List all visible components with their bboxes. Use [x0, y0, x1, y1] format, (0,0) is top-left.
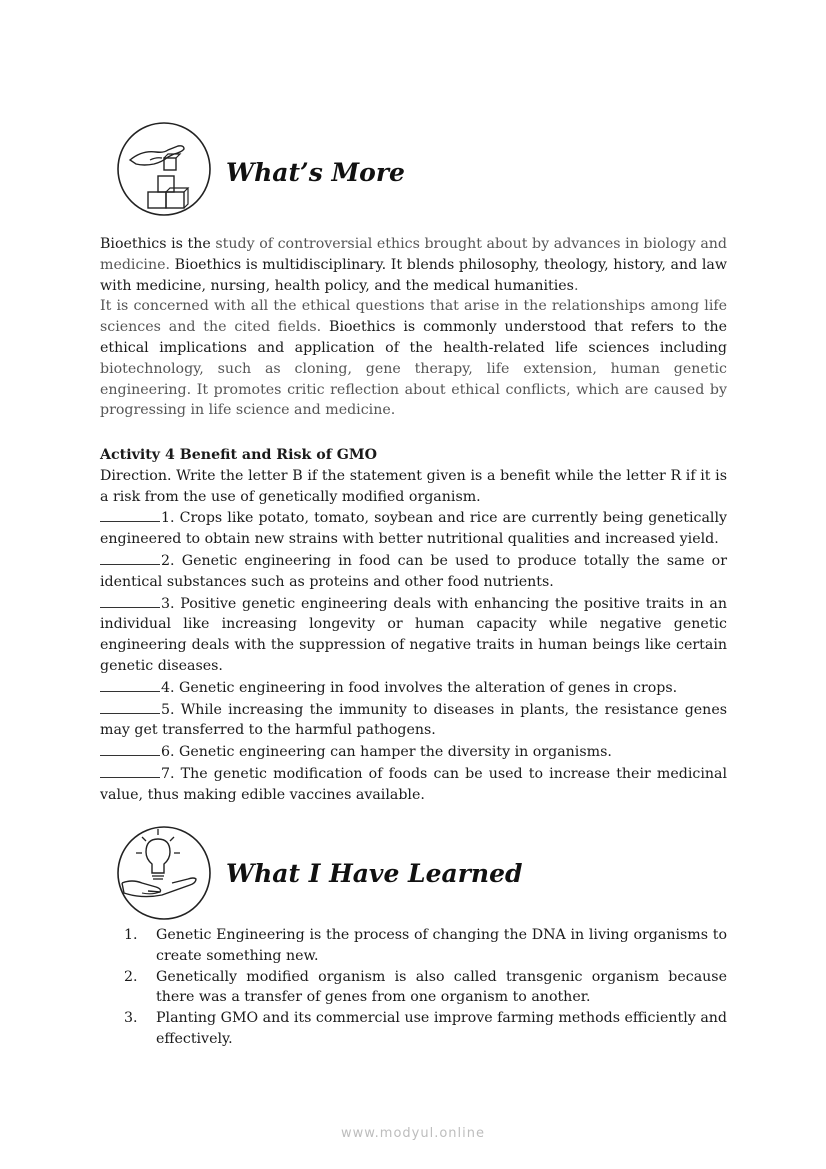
- activity-item: 3. Positive genetic engineering deals with enhancing the positive traits in an individual like increasing longevity or human capacity while negative genetic engineering deals with the suppression of negative traits in human beings like certain genetic diseases.: [100, 593, 727, 677]
- bioethics-paragraph-2: It is concerned with all the ethical questions that arise in the relationships among life sciences and the cited fields. Bioethics is commonly understood that refers to the ethical implications and application of the health-related life sciences including biotechnology, such as cloning, gene therapy, life extension, human genetic engineering. It promotes critic reflection about ethical conflicts, which are caused by progressing in life science and medicine.: [100, 298, 727, 419]
- learned-list: [120, 925, 727, 1050]
- list-item: 2. Genetically modified organism is also called transgenic organism because there was a transfer of genes from one organism to another.: [124, 968, 727, 1006]
- watermark: www.modyul.online: [340, 1126, 486, 1141]
- activity-item: 1. Crops like potato, tomato, soybean and rice are currently being genetically engineered to obtain new strains with better nutritional qualities and increased yield.: [100, 507, 727, 550]
- answer-blank[interactable]: [100, 550, 160, 565]
- answer-blank[interactable]: [100, 741, 160, 756]
- activity-item: 2. Genetic engineering in food can be used to produce totally the same or identical substances such as proteins and other food nutrients.: [100, 550, 727, 593]
- answer-blank[interactable]: [100, 763, 160, 778]
- activity-item: 5. While increasing the immunity to diseases in plants, the resistance genes may get transferred to the harmful pathogens.: [100, 699, 727, 742]
- list-item: 1. Genetic Engineering is the process of changing the DNA in living organisms to create something new.: [124, 927, 727, 964]
- bioethics-text: [100, 234, 727, 421]
- answer-blank[interactable]: [100, 593, 160, 608]
- answer-blank[interactable]: [100, 699, 160, 714]
- list-item: 3. Planting GMO and its commercial use improve farming methods efficiently and effectively.: [124, 1010, 727, 1047]
- hand-lightbulb-icon: [112, 821, 216, 925]
- activity-title: Activity 4 Benefit and Risk of GMO: [100, 447, 377, 463]
- what-i-have-learned-title: What I Have Learned: [226, 858, 523, 888]
- activity-direction: Direction. Write the letter B if the statement given is a benefit while the letter R if it is a risk from the use of genetically modified organism.: [100, 467, 727, 505]
- activity-section: [100, 445, 727, 806]
- hand-stacking-blocks-icon: [112, 120, 216, 224]
- answer-blank[interactable]: [100, 677, 160, 692]
- answer-blank[interactable]: [100, 507, 160, 522]
- activity-item: 4. Genetic engineering in food involves the alteration of genes in crops.: [100, 677, 727, 699]
- whats-more-header: [112, 120, 405, 224]
- activity-item: 7. The genetic modification of foods can be used to increase their medicinal value, thus making edible vaccines available.: [100, 763, 727, 806]
- activity-item: 6. Genetic engineering can hamper the diversity in organisms.: [100, 741, 727, 763]
- what-i-have-learned-header: [112, 821, 522, 925]
- bioethics-paragraph-1: Bioethics is the study of controversial ethics brought about by advances in biology and medicine. Bioethics is multidisciplinary. It blends philosophy, theology, history, and law with medicine, nursing, health policy, and the medical humanities.: [100, 236, 727, 294]
- whats-more-title: What’s More: [226, 157, 405, 187]
